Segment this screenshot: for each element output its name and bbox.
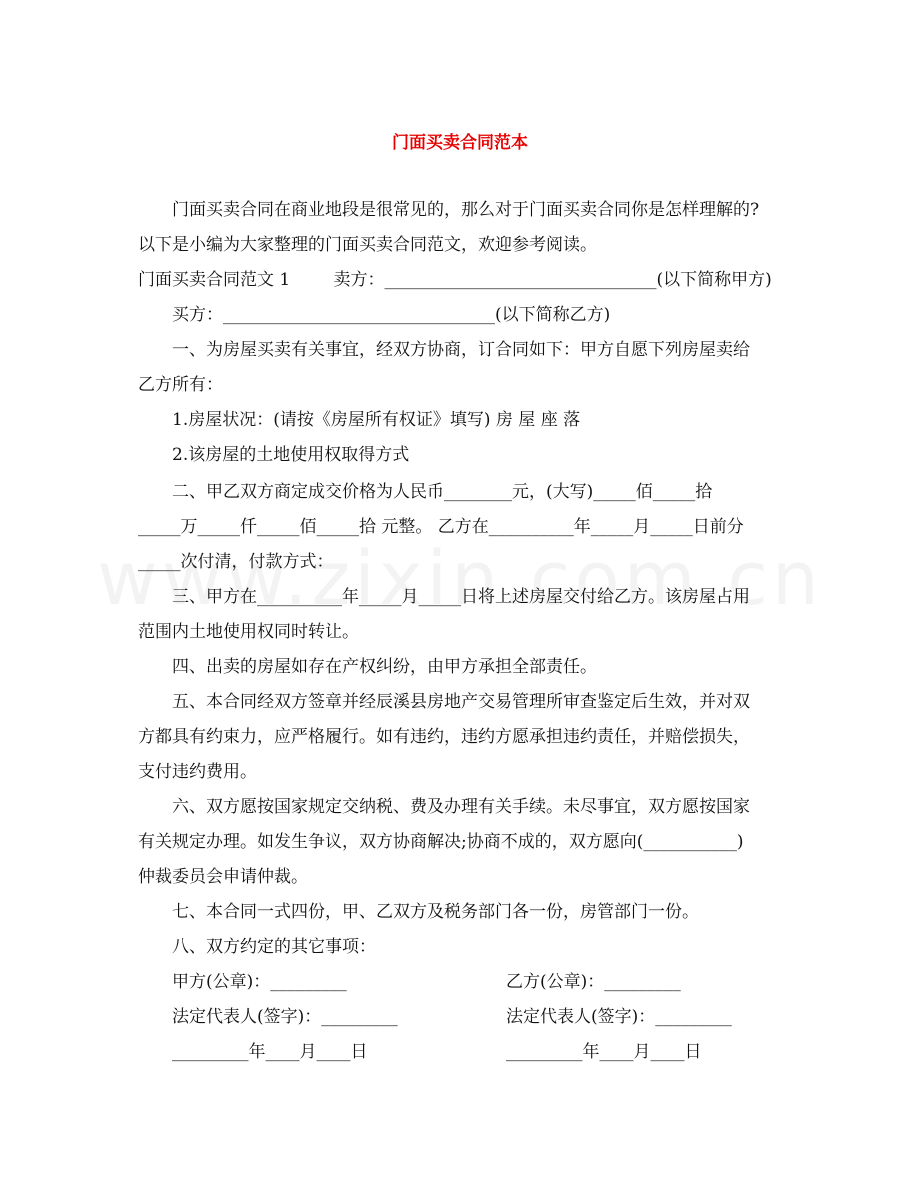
clause-5-line-3: 支付违约费用。 bbox=[138, 762, 257, 782]
party-a-date: _________年____月____日 bbox=[172, 1042, 368, 1062]
party-b-date: _________年____月____日 bbox=[506, 1042, 702, 1062]
clause-5-line-2: 方都具有约束力，应严格履行。如有违约，违约方愿承担违约责任，并赔偿损失， bbox=[138, 727, 750, 747]
clause-7: 七、本合同一式四份，甲、乙双方及税务部门各一份，房管部门一份。 bbox=[172, 902, 699, 922]
clause-3-line-2: 范围内土地使用权同时转让。 bbox=[138, 622, 359, 642]
clause-6-line-3: 仲裁委员会申请仲裁。 bbox=[138, 867, 308, 887]
clause-6-line-2: 有关规定办理。如发生争议，双方协商解决;协商不成的，双方愿向(___________) bbox=[138, 832, 744, 852]
clause-1-item-1: 1.房屋状况：(请按《房屋所有权证》填写) 房 屋 座 落 bbox=[172, 410, 581, 430]
clause-4: 四、出卖的房屋如存在产权纠纷，由甲方承担全部责任。 bbox=[172, 657, 597, 677]
clause-1-item-2: 2.该房屋的土地使用权取得方式 bbox=[172, 445, 410, 465]
watermark bbox=[0, 536, 920, 622]
intro-line-1: 门面买卖合同在商业地段是很常见的，那么对于门面买卖合同你是怎样理解的? bbox=[172, 200, 760, 220]
clause-1-line-1: 一、为房屋买卖有关事宜，经双方协商，订合同如下：甲方自愿下列房屋卖给 bbox=[172, 340, 750, 360]
clause-1-line-2: 乙方所有： bbox=[138, 375, 223, 395]
clause-2-line-3: _____次付清，付款方式： bbox=[138, 552, 334, 572]
party-a-seal: 甲方(公章)：_________ bbox=[172, 972, 347, 992]
seller-line: 门面买卖合同范文 1 卖方：________________________________(以下简称甲方) bbox=[138, 270, 772, 290]
party-b-seal: 乙方(公章)：_________ bbox=[506, 972, 681, 992]
clause-3-line-1: 三、甲方在__________年_____月_____日将上述房屋交付给乙方。该房屋占用 bbox=[172, 587, 750, 607]
document-title: 门面买卖合同范本 bbox=[392, 133, 528, 153]
buyer-line: 买方：________________________________(以下简称乙方) bbox=[172, 305, 611, 325]
party-a-representative: 法定代表人(签字)：_________ bbox=[172, 1007, 398, 1027]
clause-8: 八、双方约定的其它事项： bbox=[172, 937, 376, 957]
clause-6-line-1: 六、双方愿按国家规定交纳税、费及办理有关手续。未尽事宜，双方愿按国家 bbox=[172, 797, 750, 817]
clause-2-line-1: 二、甲乙双方商定成交价格为人民币________元，(大写)_____佰_____拾 bbox=[172, 482, 713, 502]
clause-2-line-2: _____万_____仟_____佰_____拾 元整。 乙方在__________年_____月_____日前分 bbox=[138, 517, 744, 537]
intro-line-2: 以下是小编为大家整理的门面买卖合同范文，欢迎参考阅读。 bbox=[138, 235, 597, 255]
clause-5-line-1: 五、本合同经双方签章并经辰溪县房地产交易管理所审查鉴定后生效，并对双 bbox=[172, 692, 750, 712]
party-b-representative: 法定代表人(签字)：_________ bbox=[506, 1007, 732, 1027]
